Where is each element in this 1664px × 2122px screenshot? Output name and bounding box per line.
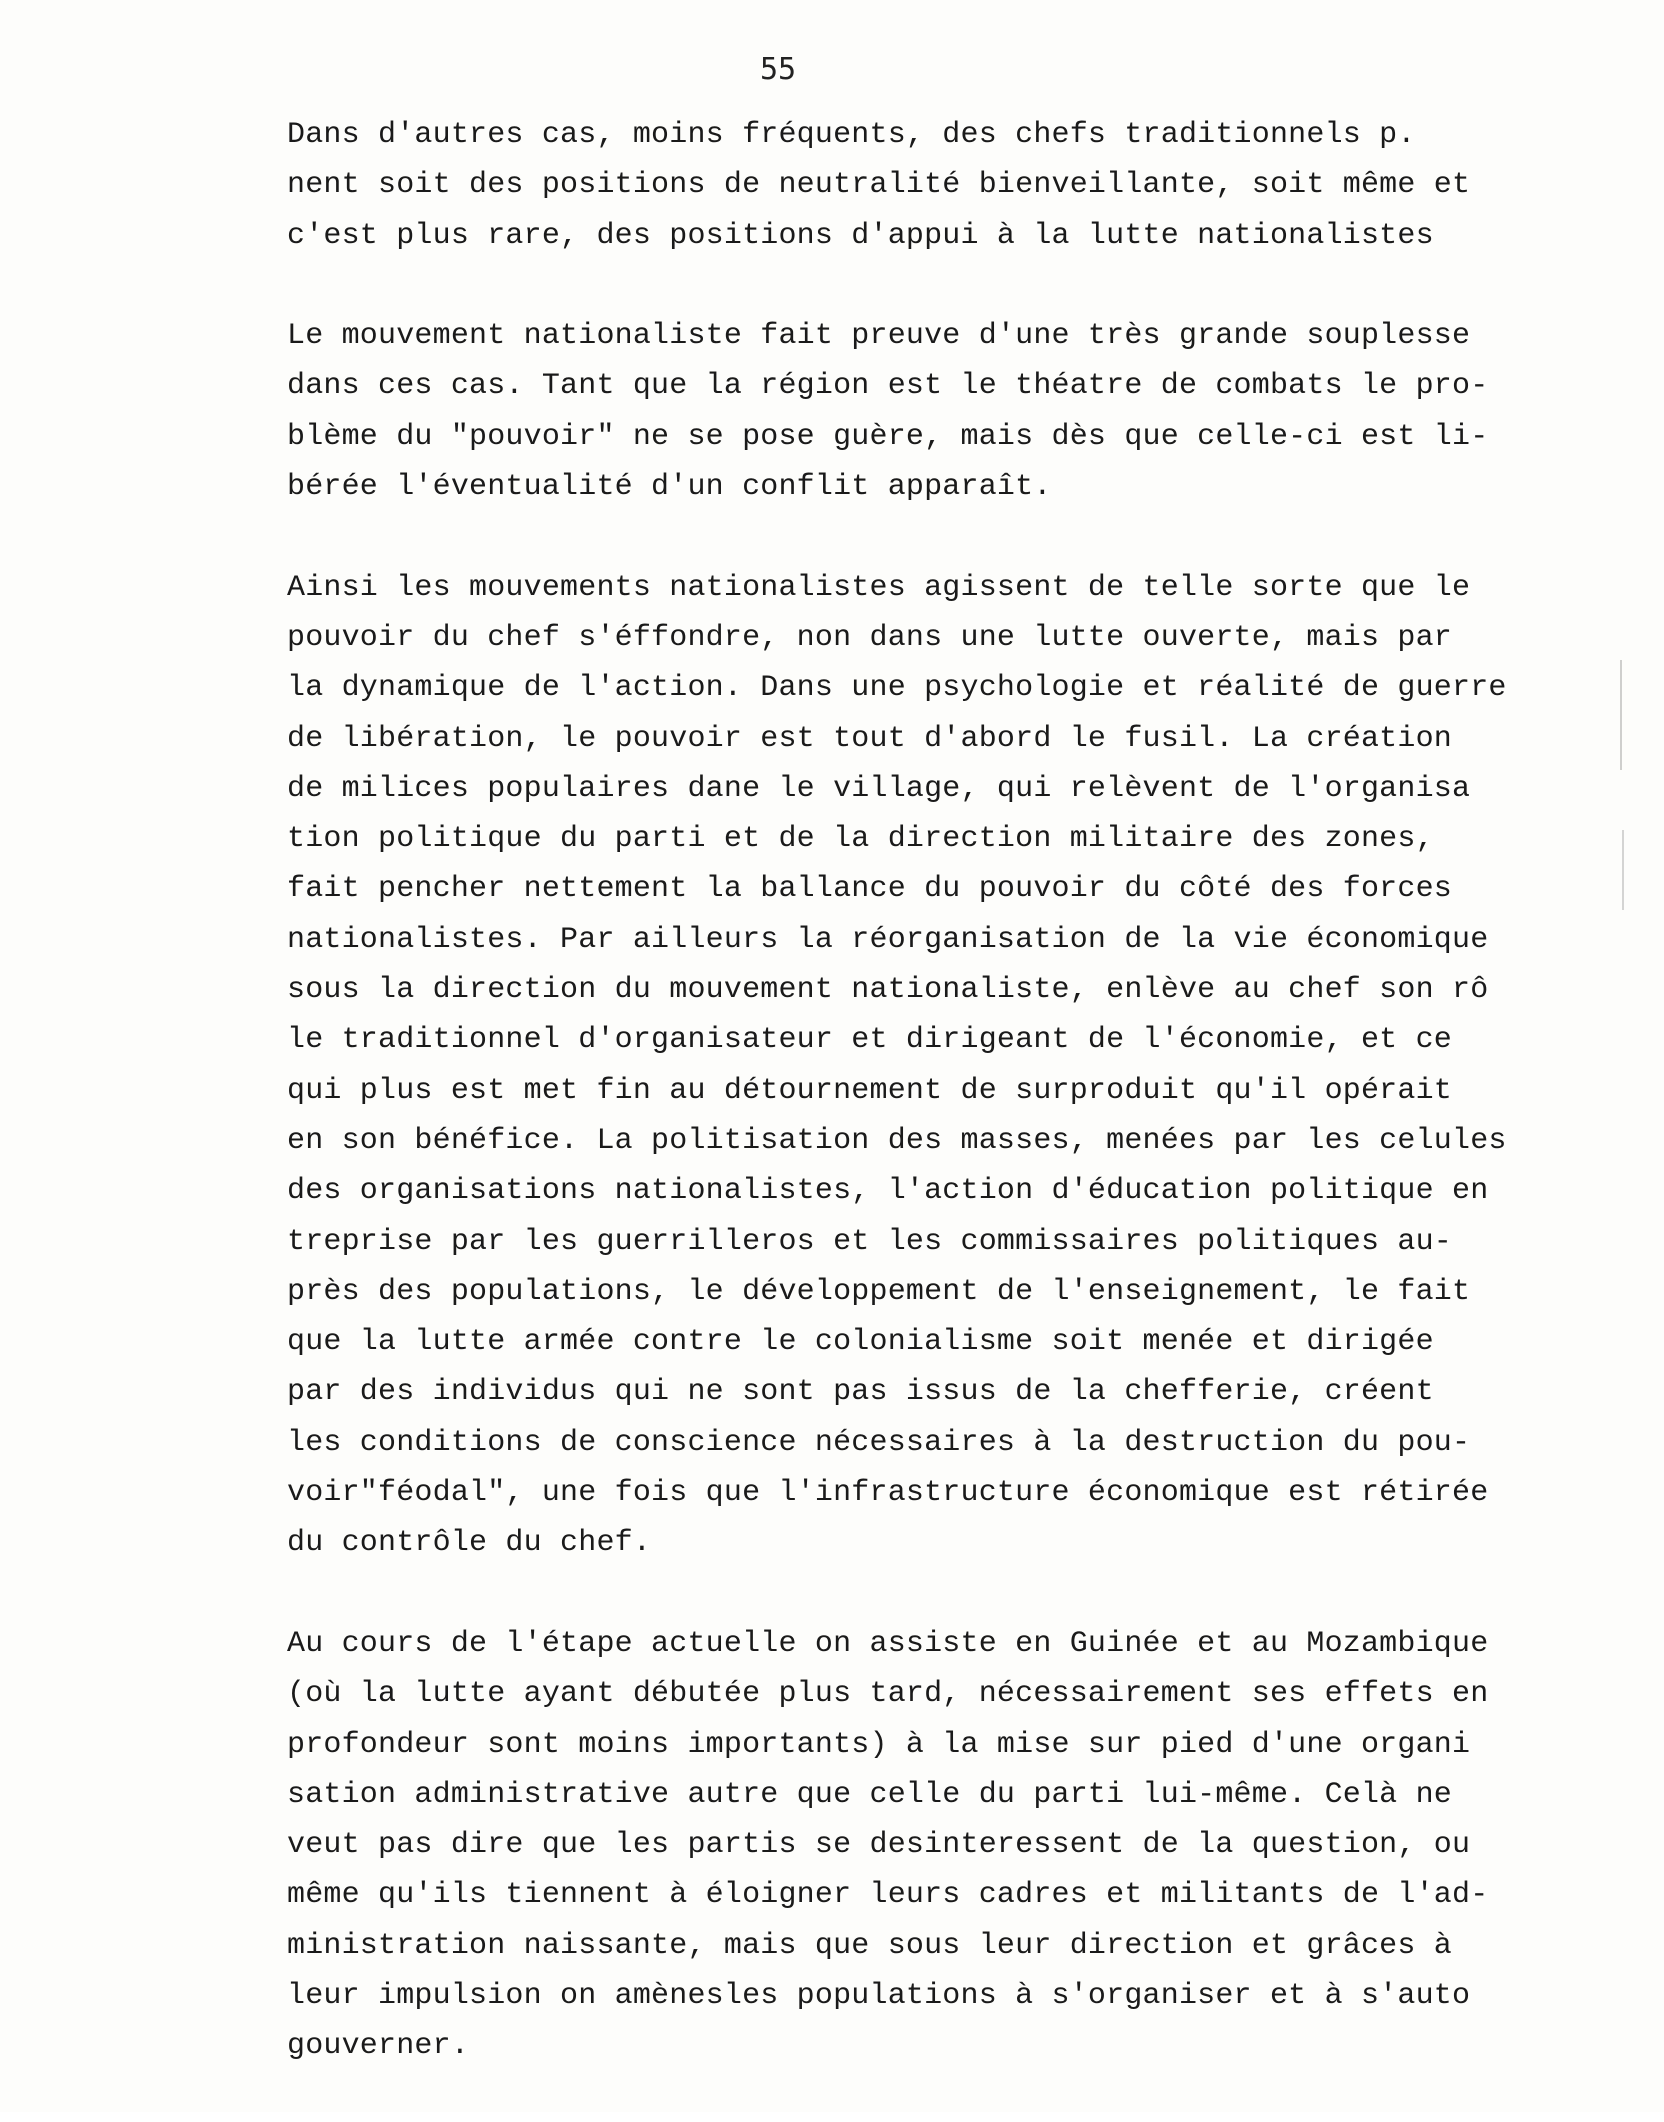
text-line: en son bénéfice. La politisation des masses, menées par les celules bbox=[287, 1123, 1507, 1158]
text-line: veut pas dire que les partis se desinteressent de la question, ou bbox=[287, 1828, 1471, 1863]
text-line: même qu'ils tiennent à éloigner leurs cadres et militants de l'ad- bbox=[287, 1878, 1489, 1913]
text-line: des organisations nationalistes, l'action d'éducation politique en bbox=[287, 1174, 1489, 1209]
text-line: que la lutte armée contre le colonialisme soit menée et dirigée bbox=[287, 1325, 1434, 1360]
paragraph-4 bbox=[287, 1619, 1647, 2072]
text-line: de libération, le pouvoir est tout d'abord le fusil. La création bbox=[287, 721, 1452, 756]
text-line: Ainsi les mouvements nationalistes agissent de telle sorte que le bbox=[287, 570, 1471, 605]
text-line: Dans d'autres cas, moins fréquents, des chefs traditionnels p. bbox=[287, 118, 1416, 152]
paragraph-3 bbox=[287, 563, 1647, 1569]
text-line: par des individus qui ne sont pas issus de la chefferie, créent bbox=[287, 1375, 1434, 1410]
paragraph-1 bbox=[287, 110, 1647, 261]
text-line: qui plus est met fin au détournement de surproduit qu'il opérait bbox=[287, 1073, 1452, 1108]
text-line: bérée l'éventualité d'un conflit apparaît. bbox=[287, 470, 1052, 505]
text-line: leur impulsion on amènesles populations à s'organiser et à s'auto bbox=[287, 1978, 1471, 2013]
text-line: fait pencher nettement la ballance du pouvoir du côté des forces bbox=[287, 872, 1452, 907]
text-line: Au cours de l'étape actuelle on assiste en Guinée et au Mozambique bbox=[287, 1626, 1489, 1661]
text-line: gouverner. bbox=[287, 2029, 470, 2064]
text-line: sation administrative autre que celle du parti lui-même. Celà ne bbox=[287, 1777, 1452, 1812]
text-line: (où la lutte ayant débutée plus tard, nécessairement ses effets en bbox=[287, 1677, 1489, 1712]
page-number: 55 bbox=[760, 52, 797, 87]
text-line: le traditionnel d'organisateur et dirigeant de l'économie, et ce bbox=[287, 1023, 1452, 1058]
body-text bbox=[287, 110, 1647, 2122]
margin-scan-mark bbox=[1620, 660, 1622, 770]
margin-scan-mark bbox=[1622, 830, 1624, 910]
text-line: du contrôle du chef. bbox=[287, 1526, 652, 1561]
text-line: nationalistes. Par ailleurs la réorganisation de la vie économique bbox=[287, 922, 1489, 957]
text-line: les conditions de conscience nécessaires à la destruction du pou- bbox=[287, 1425, 1471, 1460]
text-line: c'est plus rare, des positions d'appui à la lutte nationalistes bbox=[287, 218, 1434, 253]
text-line: profondeur sont moins importants) à la mise sur pied d'une organi bbox=[287, 1727, 1471, 1762]
text-line: treprise par les guerrilleros et les commissaires politiques au- bbox=[287, 1224, 1452, 1259]
text-line: pouvoir du chef s'éffondre, non dans une lutte ouverte, mais par bbox=[287, 620, 1452, 655]
text-line: la dynamique de l'action. Dans une psychologie et réalité de guerre bbox=[287, 671, 1507, 706]
text-line: voir"féodal", une fois que l'infrastructure économique est rétirée bbox=[287, 1476, 1489, 1511]
text-line: dans ces cas. Tant que la région est le théatre de combats le pro- bbox=[287, 369, 1489, 404]
text-line: nent soit des positions de neutralité bienveillante, soit même et bbox=[287, 168, 1471, 203]
text-line: ministration naissante, mais que sous leur direction et grâces à bbox=[287, 1928, 1452, 1963]
text-line: sous la direction du mouvement nationaliste, enlève au chef son rô bbox=[287, 973, 1489, 1008]
text-line: de milices populaires dane le village, qui relèvent de l'organisa bbox=[287, 771, 1471, 806]
text-line: blème du "pouvoir" ne se pose guère, mais dès que celle-ci est li- bbox=[287, 419, 1489, 454]
text-line: tion politique du parti et de la direction militaire des zones, bbox=[287, 822, 1434, 857]
paragraph-2 bbox=[287, 311, 1647, 512]
text-line: Le mouvement nationaliste fait preuve d'une très grande souplesse bbox=[287, 319, 1471, 354]
text-line: près des populations, le développement de l'enseignement, le fait bbox=[287, 1274, 1471, 1309]
